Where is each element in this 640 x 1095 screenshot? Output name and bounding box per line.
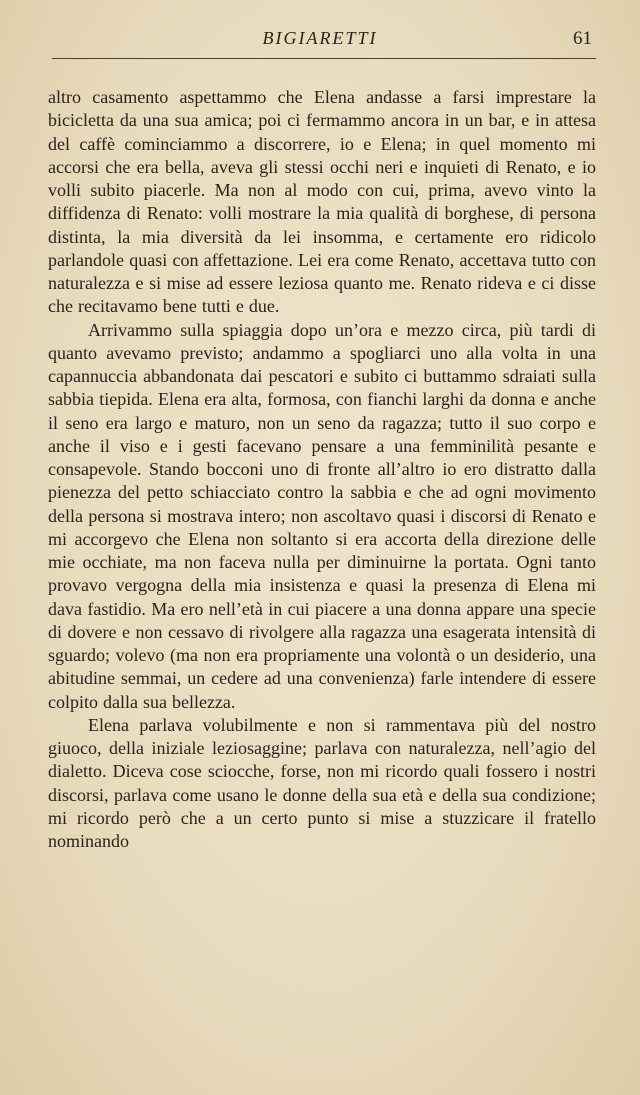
- page-number: 61: [573, 28, 592, 49]
- running-title: BIGIARETTI: [262, 28, 378, 48]
- running-head: [48, 28, 592, 54]
- paragraph: Elena parlava volubilmente e non si rammentava più del nostro giuoco, della iniziale leziosaggine; parlava con naturalezza, nell’agio del dialetto. Diceva cose sciocche, forse, non mi ricordo quali fossero i nostri discorsi, parlava come usano le donne della sua età e della sua condizione; mi ricordo però che a un certo punto si mise a stuzzicare il fratello nominando: [48, 714, 596, 851]
- paragraph: Arrivammo sulla spiaggia dopo un’ora e mezzo circa, più tardi di quanto avevamo previsto; andammo a spogliarci uno alla volta in una capannuccia abbandonata dai pescatori e subito ci buttammo sdraiati sulla sabbia tiepida. Elena era alta, formosa, con fianchi larghi da donna e anche il seno era largo e maturo, non un seno da ragazza; tutto il suo corpo e anche il viso e i gesti facevano pensare a una femminilità pesante e consapevole. Stando bocconi uno di fronte all’altro io ero distratto dalla pienezza del petto schiacciato contro la sabbia e che ad ogni movimento della persona si mostrava intero; non ascoltavo quasi i discorsi di Renato e mi accorgevo che Elena non soltanto si era accorta della direzione delle mie occhiate, ma non faceva nulla per diminuirne la portata. Ogni tanto provavo vergogna della mia insistenza e quasi la presenza di Elena mi dava fastidio. Ma ero nell’età in cui piacere a una donna appare una specie di dovere e non cessavo di rivolgere alla ragazza una esagerata intensità di sguardo; volevo (ma non era propriamente una volontà o un desiderio, una abitudine semmai, un cedere ad una convenienza) farle intendere di essere colpito dalla sua bellezza.: [48, 319, 596, 712]
- paragraph: altro casamento aspettammo che Elena andasse a farsi imprestare la bicicletta da una sua amica; poi ci fermammo ancora in un bar, e in attesa del caffè cominciammo a discorrere, io e Elena; in quel momento mi accorsi che era bella, aveva gli stessi occhi neri e inquieti di Renato, e io volli subito piacerle. Ma non al modo con cui, prima, avevo vinto la diffidenza di Renato: volli mostrare la mia qualità di borghese, di persona distinta, la mia diversità da lei insomma, e certamente ero ridicolo parlandole quasi con affettazione. Lei era come Renato, accettava tutto con naturalezza e si mise ad essere leziosa quanto me. Renato rideva e ci disse che recitavamo bene tutti e due.: [48, 87, 596, 317]
- header-rule: [52, 58, 596, 59]
- body-text: [48, 86, 596, 853]
